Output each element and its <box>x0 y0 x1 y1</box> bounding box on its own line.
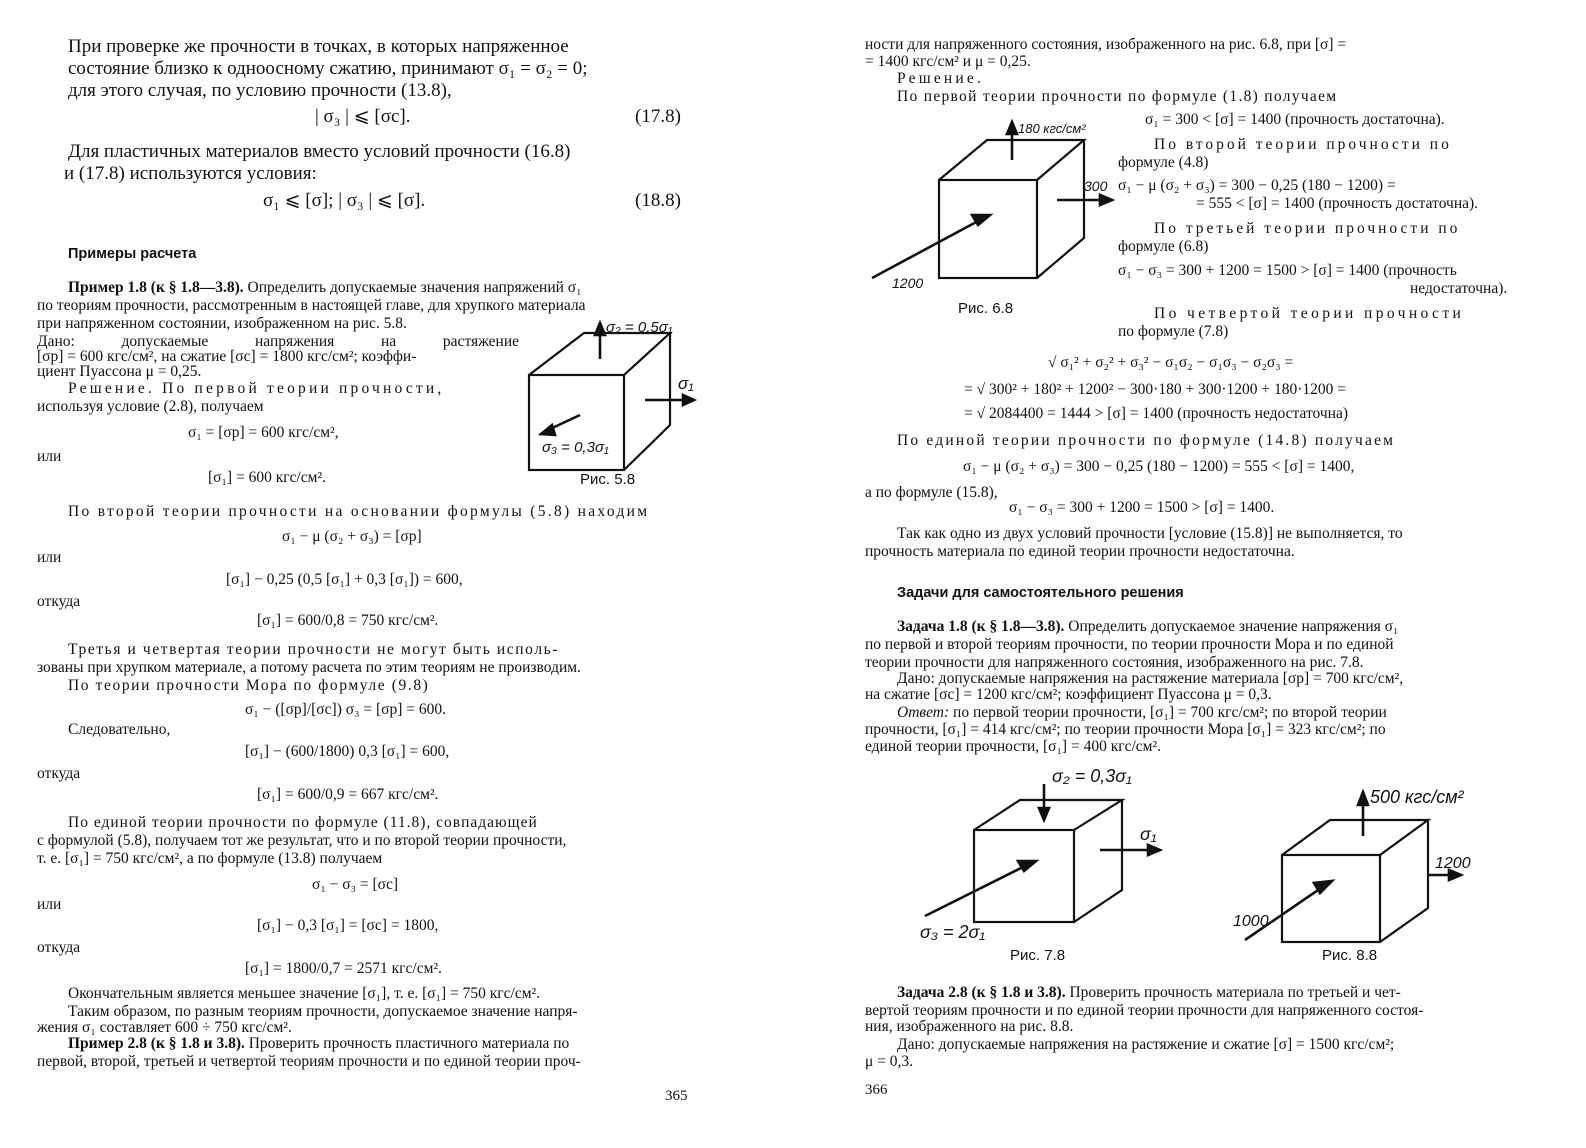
cube-side-face <box>1074 800 1122 922</box>
figure-6-8-caption: Рис. 6.8 <box>958 300 1014 317</box>
example-2-line-2: первой, второй, третьей и четвертой теориям прочности и по единой теории проч- <box>37 1053 581 1070</box>
formula-mohr: σ₁ − ([σр]/[σc]) σ₃ = [σр] = 600. <box>245 701 447 718</box>
formula-unified-result: [σ₁] = 1800/0,7 = 2571 кгс/см². <box>245 960 442 977</box>
formula-second-theory: σ₁ − μ (σ₂ + σ₃) = [σр] <box>282 528 422 545</box>
third-fourth-line-2: зованы при хрупком материале, а потому расчета по этим теориям не производим. <box>37 659 581 676</box>
conclusion-line-1: Так как одно из двух условий прочности [условие (15.8)] не выполняется, то <box>897 525 1403 542</box>
mohr-theory-line: По теории прочности Мора по формуле (9.8) <box>68 677 430 694</box>
solution-line-2: используя условие (2.8), получаем <box>37 398 264 415</box>
task-2-line-2: вертой теориям прочности и по единой теории прочности для напряженного состоя- <box>865 1002 1424 1019</box>
task-2-label: Задача 2.8 (к § 1.8 и 3.8). <box>897 984 1066 1001</box>
result-unified-b: σ₁ − σ₃ = 300 + 1200 = 1500 > [σ] = 1400. <box>1009 499 1275 516</box>
example-1-intro <box>68 279 582 296</box>
example-1-line-4: Дано: допускаемые напряжения на растяжение <box>37 333 519 350</box>
second-theory-heading: По второй теории прочности по <box>1154 136 1452 153</box>
right-page <box>800 0 1586 1148</box>
result-unified-a: σ₁ − μ (σ₂ + σ₃) = 300 − 0,25 (180 − 1200) = 555 < [σ] = 1400, <box>963 458 1355 475</box>
consequently: Следовательно, <box>68 721 171 738</box>
label-1200: 1200 <box>892 275 924 291</box>
cube-front-face <box>1282 855 1380 942</box>
solution-text: По первой теории прочности, <box>155 380 445 397</box>
example-1-line-3: при напряженном состоянии, изображенном на рис. 5.8. <box>37 315 407 332</box>
task-1-line-3: теории прочности для напряженного состояния, изображенного на рис. 7.8. <box>865 654 1364 671</box>
figure-8-8-caption: Рис. 8.8 <box>1322 947 1378 964</box>
result-fourth-theory-c: = √ 2084400 = 1444 > [σ] = 1400 (прочность недостаточна) <box>964 405 1349 422</box>
plastic-line-1: Для пластичных материалов вместо условий прочности (16.8) <box>68 141 571 162</box>
label-180: 180 кгс/см² <box>1018 121 1086 136</box>
or-2: или <box>37 549 62 566</box>
task-1-line-5: на сжатие [σc] = 1200 кгс/см²; коэффициент Пуассона μ = 0,3. <box>865 686 1272 703</box>
figure-7-8-caption: Рис. 7.8 <box>1010 947 1066 964</box>
answer-line-1 <box>897 704 1387 721</box>
result-third-theory-a: σ₁ − σ₃ = 300 + 1200 = 1500 > [σ] = 1400 (прочность <box>1118 262 1457 279</box>
arrow-1200 <box>872 220 980 278</box>
formula-sigma1-first: σ₁ = [σр] = 600 кгс/см², <box>188 424 339 441</box>
example-1-line-5: [σр] = 600 кгс/см², на сжатие [σc] = 1800 кгс/см²; коэффи- <box>37 348 417 365</box>
task-2-line-5: μ = 0,3. <box>865 1053 914 1070</box>
unified-theory-line: По единой теории прочности по формуле (14.8) получаем <box>897 432 1396 449</box>
task-1-line-4: Дано: допускаемые напряжения на растяжение материала [σр] = 700 кгс/см², <box>897 670 1404 687</box>
example-1-text: Определить допускаемые значения напряжений σ₁ <box>243 279 582 296</box>
task-1-line-2: по первой и второй теориям прочности, по теории прочности Мора и по единой <box>865 636 1394 653</box>
second-theory-formula-ref: формуле (4.8) <box>1118 154 1209 171</box>
label-sigma3: σ₃ = 2σ₁ <box>920 922 986 942</box>
formula-mohr-substituted: [σ₁] − (600/1800) 0,3 [σ₁] = 600, <box>245 743 450 760</box>
figure-7-8 <box>910 758 1210 943</box>
example-1-line-2: по теориям прочности, рассмотренным в настоящей главе, для хрупкого материала <box>37 297 586 314</box>
figure-5-8 <box>520 315 730 490</box>
by-formula-15-8: а по формуле (15.8), <box>865 484 998 501</box>
solution-label: Решение. <box>68 380 156 397</box>
solution-line-1 <box>68 380 444 397</box>
unified-line-1: По единой теории прочности по формуле (11.8), совпадающей <box>68 814 538 831</box>
formula-second-substituted: [σ₁] − 0,25 (0,5 [σ₁] + 0,3 [σ₁]) = 600, <box>226 571 463 588</box>
label-1200: 1200 <box>1435 855 1471 872</box>
formula-unified: σ₁ − σ₃ = [σc] <box>312 876 399 893</box>
task-2-text: Проверить прочность материала по третьей и чет- <box>1065 984 1401 1001</box>
example-2-label: Пример 2.8 (к § 1.8 и 3.8). <box>68 1035 245 1052</box>
final-line-1: Окончательным является меньшее значение [σ₁], т. е. [σ₁] = 750 кгс/см². <box>68 985 541 1002</box>
example-2-text: Проверить прочность пластичного материала по <box>244 1035 570 1052</box>
label-sigma1: σ₁ <box>678 374 694 393</box>
plastic-line-2: и (17.8) используются условия: <box>64 163 317 184</box>
page-number-right: 366 <box>865 1082 888 1098</box>
third-theory-heading: По третьей теории прочности по <box>1154 220 1461 237</box>
result-second-theory-b: = 555 < [σ] = 1400 (прочность достаточна). <box>1196 195 1479 212</box>
third-theory-formula-ref: формуле (6.8) <box>1118 238 1209 255</box>
unified-line-3: т. е. [σ₁] = 750 кгс/см², а по формуле (13.8) получаем <box>37 850 383 867</box>
fourth-theory-formula-ref: по формуле (7.8) <box>1118 323 1229 340</box>
answer-label: Ответ: <box>897 704 950 721</box>
cube-top-face <box>1282 820 1428 855</box>
final-line-3: жения σ₁ составляет 600 ÷ 750 кгс/см². <box>37 1019 292 1036</box>
conclusion-line-2: прочность материала по единой теории прочности недостаточна. <box>865 543 1295 560</box>
result-first-theory: σ₁ = 300 < [σ] = 1400 (прочность достаточна). <box>1145 111 1445 128</box>
result-fourth-theory-b: = √ 300² + 180² + 1200² − 300·180 + 300·1200 + 180·1200 = <box>964 381 1346 398</box>
third-fourth-line-1: Третья и четвертая теории прочности не могут быть исполь- <box>68 641 560 658</box>
formula-second-result: [σ₁] = 600/0,8 = 750 кгс/см². <box>257 612 439 629</box>
label-500: 500 кгс/см² <box>1370 787 1464 807</box>
cube-front-face <box>974 830 1074 922</box>
task-1-intro <box>897 618 1398 635</box>
cube-front-face <box>939 180 1037 278</box>
intro-line-2: состояние близко к одноосному сжатию, принимают σ₁ = σ₂ = 0; <box>68 58 588 79</box>
equation-18-8-number: (18.8) <box>635 190 681 211</box>
figure-5-8-caption: Рис. 5.8 <box>580 471 636 488</box>
second-theory-line: По второй теории прочности на основании формулы (5.8) находим <box>68 503 650 520</box>
label-sigma2: σ₂ = 0,5σ₁ <box>606 319 673 336</box>
section-title-examples: Примеры расчета <box>68 246 197 262</box>
task-2-line-4: Дано: допускаемые напряжения на растяжение и сжатие [σ] = 1500 кгс/см²; <box>897 1036 1395 1053</box>
task-1-label: Задача 1.8 (к § 1.8—3.8). <box>897 618 1065 635</box>
continuation-line-1: ности для напряженного состояния, изображенного на рис. 6.8, при [σ] = <box>865 36 1347 53</box>
formula-unified-substituted: [σ₁] − 0,3 [σ₁] = [σc] = 1800, <box>257 917 439 934</box>
label-1000: 1000 <box>1233 913 1269 930</box>
fourth-theory-heading: По четвертой теории прочности <box>1154 305 1465 322</box>
whence-3: откуда <box>37 939 81 956</box>
figure-6-8 <box>862 118 1122 298</box>
section-title-tasks: Задачи для самостоятельного решения <box>897 585 1184 601</box>
equation-17-8: | σ₃ | ⩽ [σc]. <box>315 106 411 127</box>
equation-17-8-number: (17.8) <box>635 106 681 127</box>
label-sigma2: σ₂ = 0,3σ₁ <box>1052 766 1132 786</box>
task-2-line-3: ния, изображенного на рис. 8.8. <box>865 1018 1074 1035</box>
or-1: или <box>37 448 62 465</box>
first-theory-line: По первой теории прочности по формуле (1.8) получаем <box>897 88 1338 105</box>
solution-heading: Решение. <box>897 70 985 87</box>
answer-text: по первой теории прочности, [σ₁] = 700 кгс/см²; по второй теории <box>949 704 1387 721</box>
figure-8-8 <box>1225 778 1471 953</box>
result-fourth-theory-a: √ σ₁² + σ₂² + σ₃² − σ₁σ₂ − σ₁σ₃ − σ₂σ₃ = <box>1048 354 1294 371</box>
result-second-theory-a: σ₁ − μ (σ₂ + σ₃) = 300 − 0,25 (180 − 1200) = <box>1118 177 1396 194</box>
example-1-line-6: циент Пуассона μ = 0,25. <box>37 363 202 380</box>
equation-18-8: σ₁ ⩽ [σ]; | σ₃ | ⩽ [σ]. <box>263 190 426 211</box>
intro-line-1: При проверке же прочности в точках, в которых напряженное <box>68 36 569 57</box>
final-line-2: Таким образом, по разным теориям прочности, допускаемое значение напря- <box>68 1003 578 1020</box>
task-1-text: Определить допускаемое значение напряжения σ₁ <box>1064 618 1399 635</box>
example-1-label: Пример 1.8 (к § 1.8—3.8). <box>68 279 244 296</box>
cube-top-face <box>974 800 1122 830</box>
left-page <box>0 0 770 1148</box>
page-number-left: 365 <box>665 1088 688 1104</box>
formula-mohr-result: [σ₁] = 600/0,9 = 667 кгс/см². <box>257 786 439 803</box>
task-2-intro <box>897 984 1401 1001</box>
example-2-intro <box>68 1035 569 1052</box>
label-sigma3: σ₃ = 0,3σ₁ <box>542 439 609 456</box>
label-300: 300 <box>1084 178 1108 194</box>
answer-line-2: прочности, [σ₁] = 414 кгс/см²; по теории прочности Мора [σ₁] = 323 кгс/см²; по <box>865 721 1386 738</box>
whence-1: откуда <box>37 593 81 610</box>
intro-line-3: для этого случая, по условию прочности (13.8), <box>68 80 452 101</box>
whence-2: откуда <box>37 765 81 782</box>
continuation-line-2: = 1400 кгс/см² и μ = 0,25. <box>865 53 1031 70</box>
result-third-theory-b: недостаточна). <box>1410 280 1508 297</box>
answer-line-3: единой теории прочности, [σ₁] = 400 кгс/см². <box>865 738 1161 755</box>
unified-line-2: с формулой (5.8), получаем тот же результат, что и по второй теории прочности, <box>37 832 567 849</box>
or-3: или <box>37 896 62 913</box>
formula-allowable-first: [σ₁] = 600 кгс/см². <box>208 469 326 486</box>
label-sigma1: σ₁ <box>1140 824 1157 844</box>
